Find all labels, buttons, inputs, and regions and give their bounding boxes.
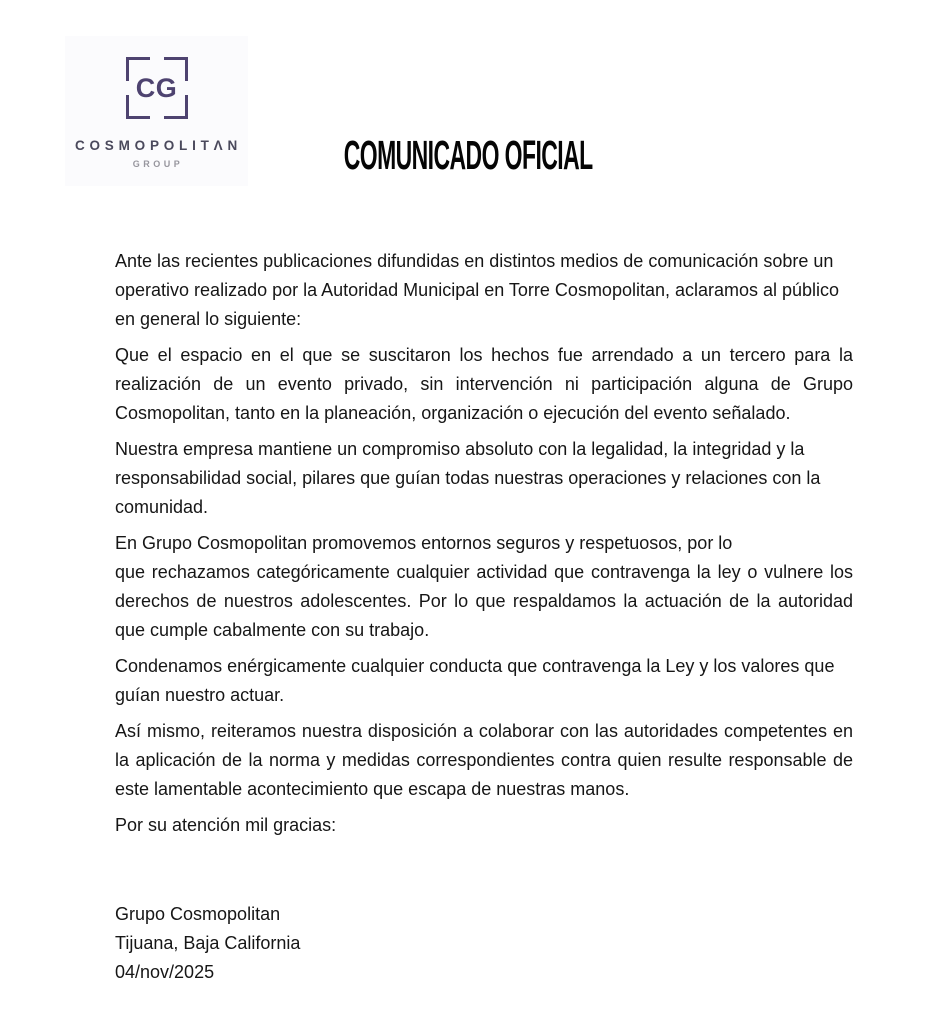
paragraph: [115, 717, 853, 804]
logo-monogram-frame: [126, 57, 188, 119]
body-line: que rechazamos categóricamente cualquier actividad que contravenga la ley o vulnere los: [115, 562, 853, 582]
body-line: realización de un evento privado, sin intervención ni participación alguna de Grupo: [115, 374, 853, 394]
document-title: COMUNICADO OFICIAL: [343, 132, 593, 178]
paragraph: [115, 652, 853, 710]
body-line: Así mismo, reiteramos nuestra disposición a colaborar con las autoridades competentes en: [115, 721, 853, 741]
body-line: Ante las recientes publicaciones difundidas en distintos medios de comunicación sobre un: [115, 251, 834, 271]
body-line: comunidad.: [115, 497, 209, 517]
paragraph: [115, 247, 853, 334]
body-line: Por su atención mil gracias:: [115, 815, 337, 835]
paragraph: [115, 435, 853, 522]
logo-brand-subtitle: GROUP: [132, 159, 184, 169]
body-line: Que el espacio en el que se suscitaron los hechos fue arrendado a un tercero para la: [115, 345, 853, 365]
logo-brand-name: COSMOPOLITΛN: [74, 138, 243, 153]
signature-date: 04/nov/2025: [115, 962, 215, 982]
paragraph: [115, 341, 853, 428]
paragraph: [115, 529, 853, 645]
body-line: responsabilidad social, pilares que guían todas nuestras operaciones y relaciones con la: [115, 468, 821, 488]
body-line: que cumple cabalmente con su trabajo.: [115, 620, 430, 640]
signature-location: Tijuana, Baja California: [115, 933, 301, 953]
body-line: operativo realizado por la Autoridad Municipal en Torre Cosmopolitan, aclaramos al público: [115, 280, 840, 300]
signature-company: Grupo Cosmopolitan: [115, 904, 281, 924]
body-line: Cosmopolitan, tanto en la planeación, organización o ejecución del evento señalado.: [115, 403, 791, 423]
headline-wrap: [0, 132, 936, 179]
signature-block: [115, 900, 853, 987]
logo-monogram-text: CG: [135, 73, 178, 103]
document-body: [115, 247, 853, 987]
body-line: Condenamos enérgicamente cualquier conducta que contravenga la Ley y los valores que: [115, 656, 835, 676]
body-line: En Grupo Cosmopolitan promovemos entornos seguros y respetuosos, por lo: [115, 533, 733, 553]
body-line: la aplicación de la norma y medidas correspondientes contra quien resulte responsable de: [115, 750, 853, 770]
body-line: en general lo siguiente:: [115, 309, 302, 329]
body-line: derechos de nuestros adolescentes. Por lo que respaldamos la actuación de la autoridad: [115, 591, 853, 611]
paragraph: [115, 811, 853, 840]
body-line: Nuestra empresa mantiene un compromiso absoluto con la legalidad, la integridad y la: [115, 439, 805, 459]
body-line: este lamentable acontecimiento que escapa de nuestras manos.: [115, 779, 630, 799]
body-line: guían nuestro actuar.: [115, 685, 285, 705]
